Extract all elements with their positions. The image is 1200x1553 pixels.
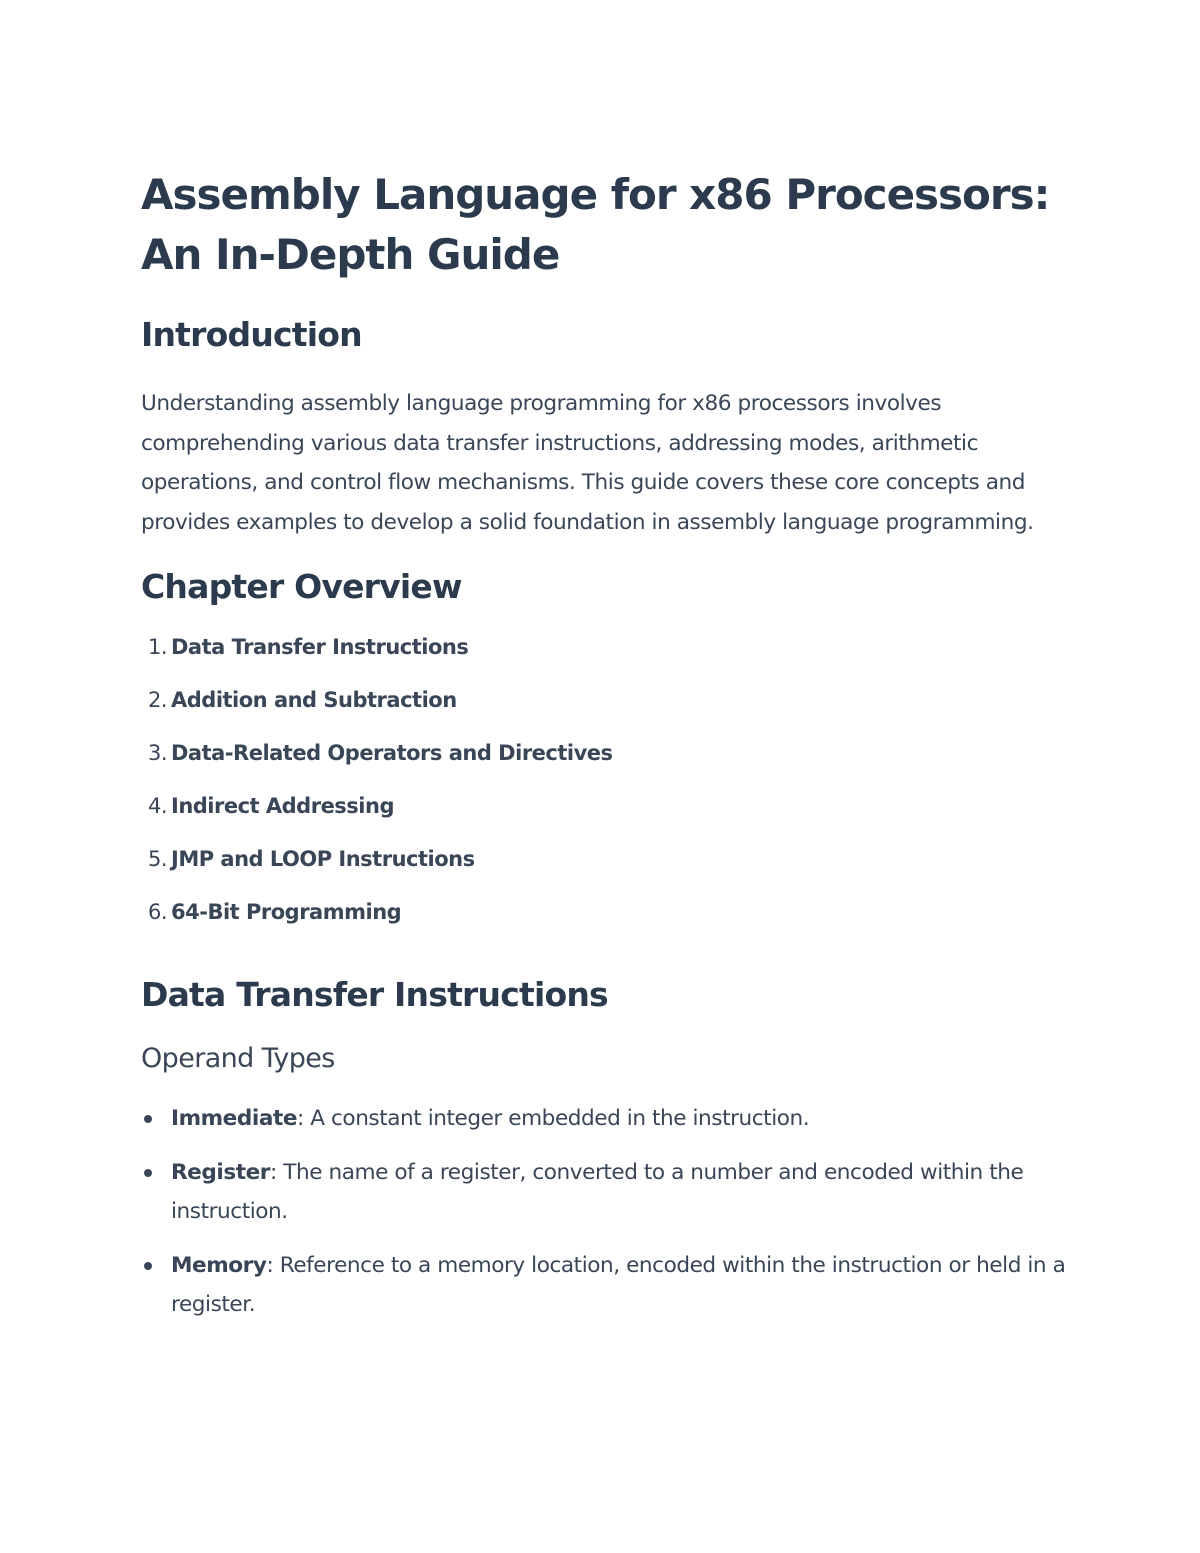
chapter-item-number: 6. (147, 900, 167, 924)
chapter-item (141, 738, 1071, 791)
chapter-item (141, 897, 1071, 950)
operand-term: Memory (171, 1252, 267, 1278)
chapter-item (141, 844, 1071, 897)
list-item (141, 1153, 1071, 1232)
document-title-line-2: An In-Depth Guide (141, 230, 560, 279)
chapter-item (141, 791, 1071, 844)
chapter-item-label: Data-Related Operators and Directives (171, 741, 613, 765)
data-transfer-heading: Data Transfer Instructions (141, 975, 608, 1014)
chapter-item-label: 64-Bit Programming (171, 900, 402, 924)
document-title-line-1: Assembly Language for x86 Processors: (141, 170, 1050, 219)
chapter-item-label: Addition and Subtraction (171, 688, 457, 712)
operand-term: Register (171, 1159, 271, 1185)
chapter-item-number: 4. (147, 794, 167, 818)
chapter-overview-heading: Chapter Overview (141, 567, 462, 606)
document-page (141, 165, 1071, 1339)
operand-types-list (141, 1099, 1071, 1325)
chapter-item (141, 685, 1071, 738)
chapter-item-number: 3. (147, 741, 167, 765)
chapter-item-number: 1. (147, 635, 167, 659)
bullet-icon (144, 1169, 152, 1177)
operand-description: : Reference to a memory location, encoded within the instruction or held in a register. (171, 1252, 1066, 1317)
list-item (141, 1246, 1071, 1325)
chapter-item-label: Data Transfer Instructions (171, 635, 469, 659)
operand-types-subheading: Operand Types (141, 1043, 335, 1074)
chapter-item-number: 2. (147, 688, 167, 712)
document-title (141, 165, 1071, 285)
chapter-item-label: Indirect Addressing (171, 794, 394, 818)
chapter-item (141, 632, 1071, 685)
list-item (141, 1099, 1071, 1139)
operand-description: : The name of a register, converted to a number and encoded within the instruction. (171, 1159, 1024, 1224)
bullet-icon (144, 1115, 152, 1123)
introduction-heading: Introduction (141, 315, 362, 354)
operand-description: : A constant integer embedded in the instruction. (297, 1106, 810, 1131)
chapter-overview-list (141, 632, 1071, 950)
bullet-icon (144, 1262, 152, 1270)
operand-term: Immediate (171, 1106, 298, 1131)
introduction-paragraph: Understanding assembly language programming for x86 processors involves comprehending various data transfer instructions, addressing modes, arithmetic operations, and control flow mechanisms. This guide covers these core concepts and provides examples to develop a solid foundation in assembly language programming. (141, 391, 1034, 535)
chapter-item-number: 5. (147, 847, 167, 871)
chapter-item-label: JMP and LOOP Instructions (171, 847, 475, 871)
